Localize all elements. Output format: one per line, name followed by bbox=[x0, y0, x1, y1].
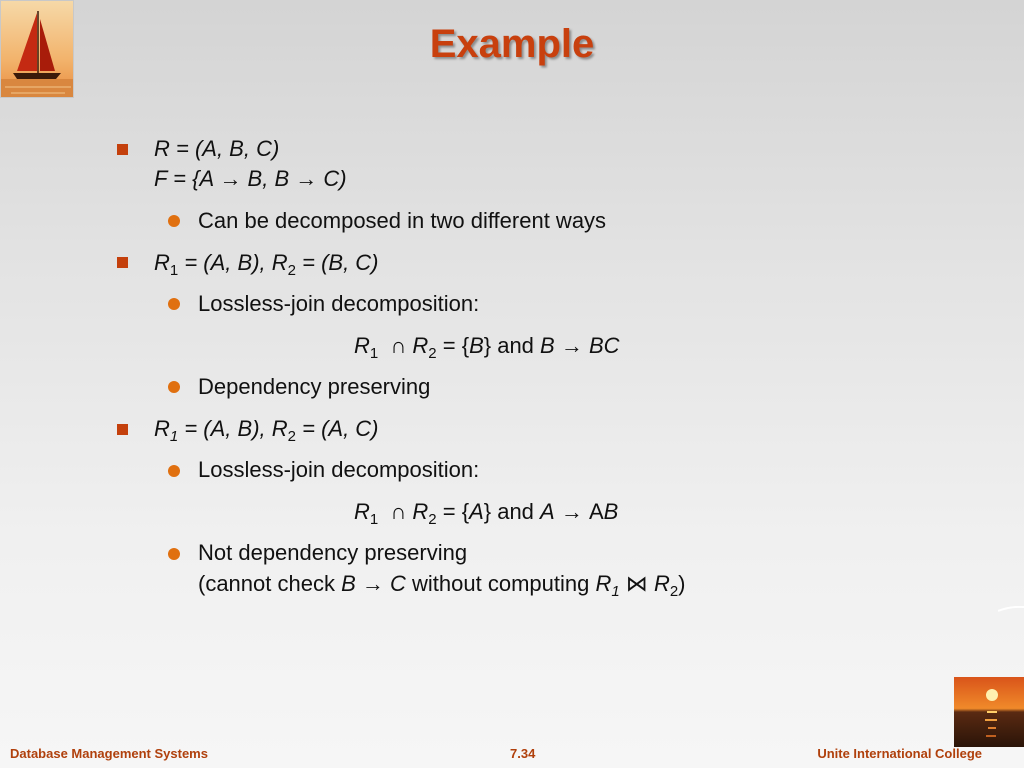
lossless-join-label: Lossless-join decomposition: bbox=[198, 457, 480, 482]
footer-page-number: 7.34 bbox=[510, 746, 536, 761]
relation-r-definition: R = (A, B, C) bbox=[154, 136, 280, 161]
decomposition-note: Can be decomposed in two different ways bbox=[198, 208, 607, 233]
decomposition-2-heading: $R_1 = (A$, B), $R_2 = (A$, C) bbox=[154, 416, 379, 445]
not-dependency-preserving-label: Not dependency preserving bbox=[198, 540, 468, 565]
square-bullet-icon bbox=[117, 257, 128, 268]
footer-institution: Unite International College bbox=[817, 746, 982, 761]
dot-bullet-icon bbox=[168, 215, 180, 227]
footer-course-name: Database Management Systems bbox=[10, 746, 208, 761]
decomposition-1-heading: $R_1 = (A$, B), $R_2 = (B$, C) bbox=[154, 250, 379, 279]
dot-bullet-icon bbox=[168, 381, 180, 393]
lossless-join-equation: $R_1$ ∩ $R_2 = \{A\}$ and A → AB bbox=[354, 499, 619, 528]
functional-dependencies-f: F = {A → B, B → C) bbox=[154, 166, 347, 191]
cannot-check-note: (cannot check B → C without computing $R_1$ ⋈ $R_2$) bbox=[198, 571, 686, 600]
dependency-preserving-label: Dependency preserving bbox=[198, 374, 431, 399]
natural-join-icon: ⋈ bbox=[625, 571, 648, 596]
dot-bullet-icon bbox=[168, 548, 180, 560]
sunset-logo-icon bbox=[954, 677, 1024, 747]
slide-title: Example bbox=[429, 22, 595, 66]
dot-bullet-icon bbox=[168, 465, 180, 477]
lossless-join-label: Lossless-join decomposition: bbox=[198, 291, 480, 316]
square-bullet-icon bbox=[117, 144, 128, 155]
decorative-swoosh-icon bbox=[998, 606, 1024, 612]
dot-bullet-icon bbox=[168, 298, 180, 310]
square-bullet-icon bbox=[117, 424, 128, 435]
lossless-join-equation: $R_1$ ∩ $R_2 = \{B\}$ and B → BC bbox=[354, 333, 620, 362]
